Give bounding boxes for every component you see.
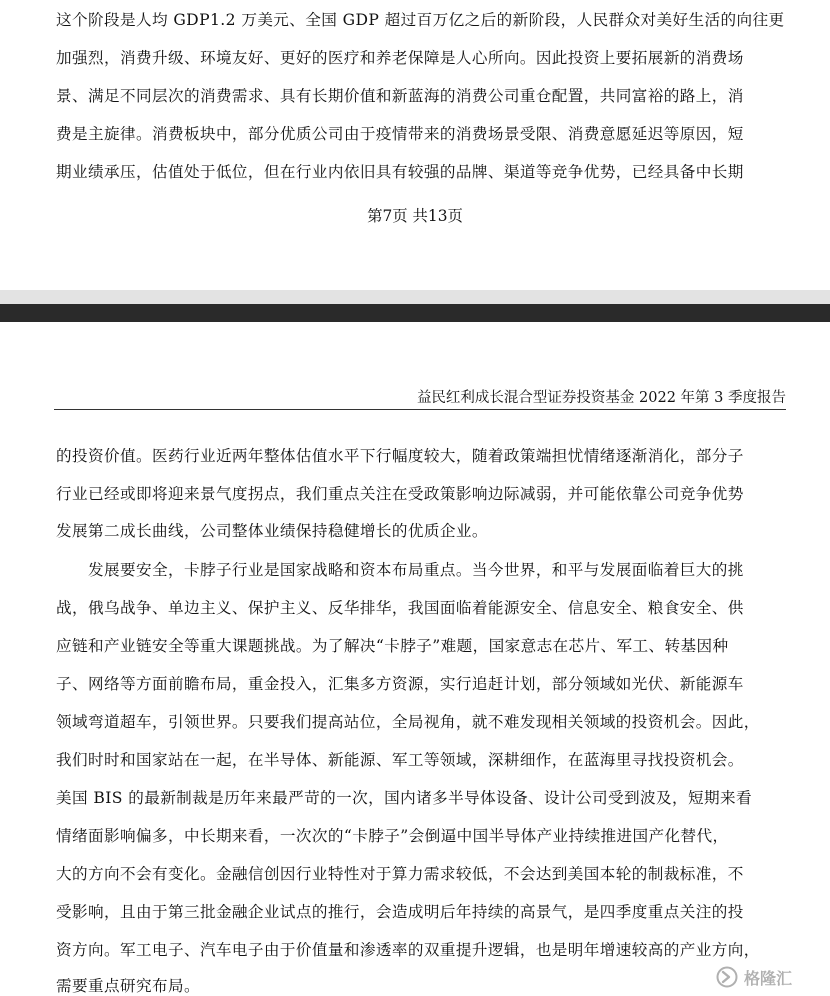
paragraph-line: 战，俄乌战争、单边主义、保护主义、反华排华，我国面临着能源安全、信息安全、粮食安全、供 xyxy=(56,599,744,617)
paragraph-line: 资方向。军工电子、汽车电子由于价值量和渗透率的双重提升逻辑，也是明年增速较高的产业方向， xyxy=(56,941,760,959)
paragraph-line: 应链和产业链安全等重大课题挑战。为了解决“卡脖子”难题，国家意志在芯片、军工、转基因种 xyxy=(56,637,729,655)
paragraph-line: 需要重点研究布局。 xyxy=(56,977,200,995)
gelonghui-logo-icon xyxy=(716,966,738,988)
paragraph-line: 这个阶段是人均 GDP1.2 万美元、全国 GDP 超过百万亿之后的新阶段，人民群众对美好生活的向往更 xyxy=(56,11,785,29)
paragraph-line: 受影响，且由于第三批金融企业试点的推行，会造成明后年持续的高景气，是四季度重点关注的投 xyxy=(56,903,744,921)
paragraph-line: 领域弯道超车，引领世界。只要我们提高站位，全局视角，就不难发现相关领域的投资机会。因此， xyxy=(56,713,760,731)
watermark-brand-text: 格隆汇 xyxy=(744,968,793,988)
paragraph-line: 情绪面影响偏多，中长期来看，一次次的“卡脖子”会倒逼中国半导体产业持续推进国产化替代， xyxy=(56,827,729,845)
paragraph-line: 美国 BIS 的最新制裁是历年来最严苛的一次，国内诸多半导体设备、设计公司受到波及，短期来看 xyxy=(56,789,752,807)
header-rule xyxy=(54,409,786,410)
paragraph-line: 的投资价值。医药行业近两年整体估值水平下行幅度较大，随着政策端担忧情绪逐渐消化，部分子 xyxy=(56,447,744,465)
paragraph-line: 费是主旋律。消费板块中，部分优质公司由于疫情带来的消费场景受限、消费意愿延迟等原因，短 xyxy=(56,125,744,143)
paragraph-line: 期业绩承压，估值处于低位，但在行业内依旧具有较强的品牌、渠道等竞争优势，已经具备中长期 xyxy=(56,163,744,181)
watermark xyxy=(716,962,826,992)
paragraph-line: 发展要安全，卡脖子行业是国家战略和资本布局重点。当今世界，和平与发展面临着巨大的挑 xyxy=(56,561,744,579)
paragraph-line: 加强烈，消费升级、环境友好、更好的医疗和养老保障是人心所向。因此投资上要拓展新的消费场 xyxy=(56,49,744,67)
paragraph-line: 大的方向不会有变化。金融信创因行业特性对于算力需求较低，不会达到美国本轮的制裁标准，不 xyxy=(56,865,744,883)
paragraph-line: 发展第二成长曲线，公司整体业绩保持稳健增长的优质企业。 xyxy=(56,522,488,540)
page-separator xyxy=(0,304,830,322)
page-gap xyxy=(0,290,830,304)
report-header-title: 益民红利成长混合型证券投资基金 2022 年第 3 季度报告 xyxy=(416,390,786,406)
paragraph-line: 行业已经或即将迎来景气度拐点，我们重点关注在受政策影响边际减弱，并可能依靠公司竞争优势 xyxy=(56,485,744,503)
paragraph-line: 我们时时和国家站在一起，在半导体、新能源、军工等领域，深耕细作，在蓝海里寻找投资机会。 xyxy=(56,751,744,769)
paragraph-line: 景、满足不同层次的消费需求、具有长期价值和新蓝海的消费公司重仓配置，共同富裕的路上，消 xyxy=(56,87,744,105)
paragraph-line: 子、网络等方面前瞻布局，重金投入，汇集多方资源，实行追赶计划，部分领域如光伏、新能源车 xyxy=(56,675,744,693)
page-number: 第7页 共13页 xyxy=(367,207,463,225)
